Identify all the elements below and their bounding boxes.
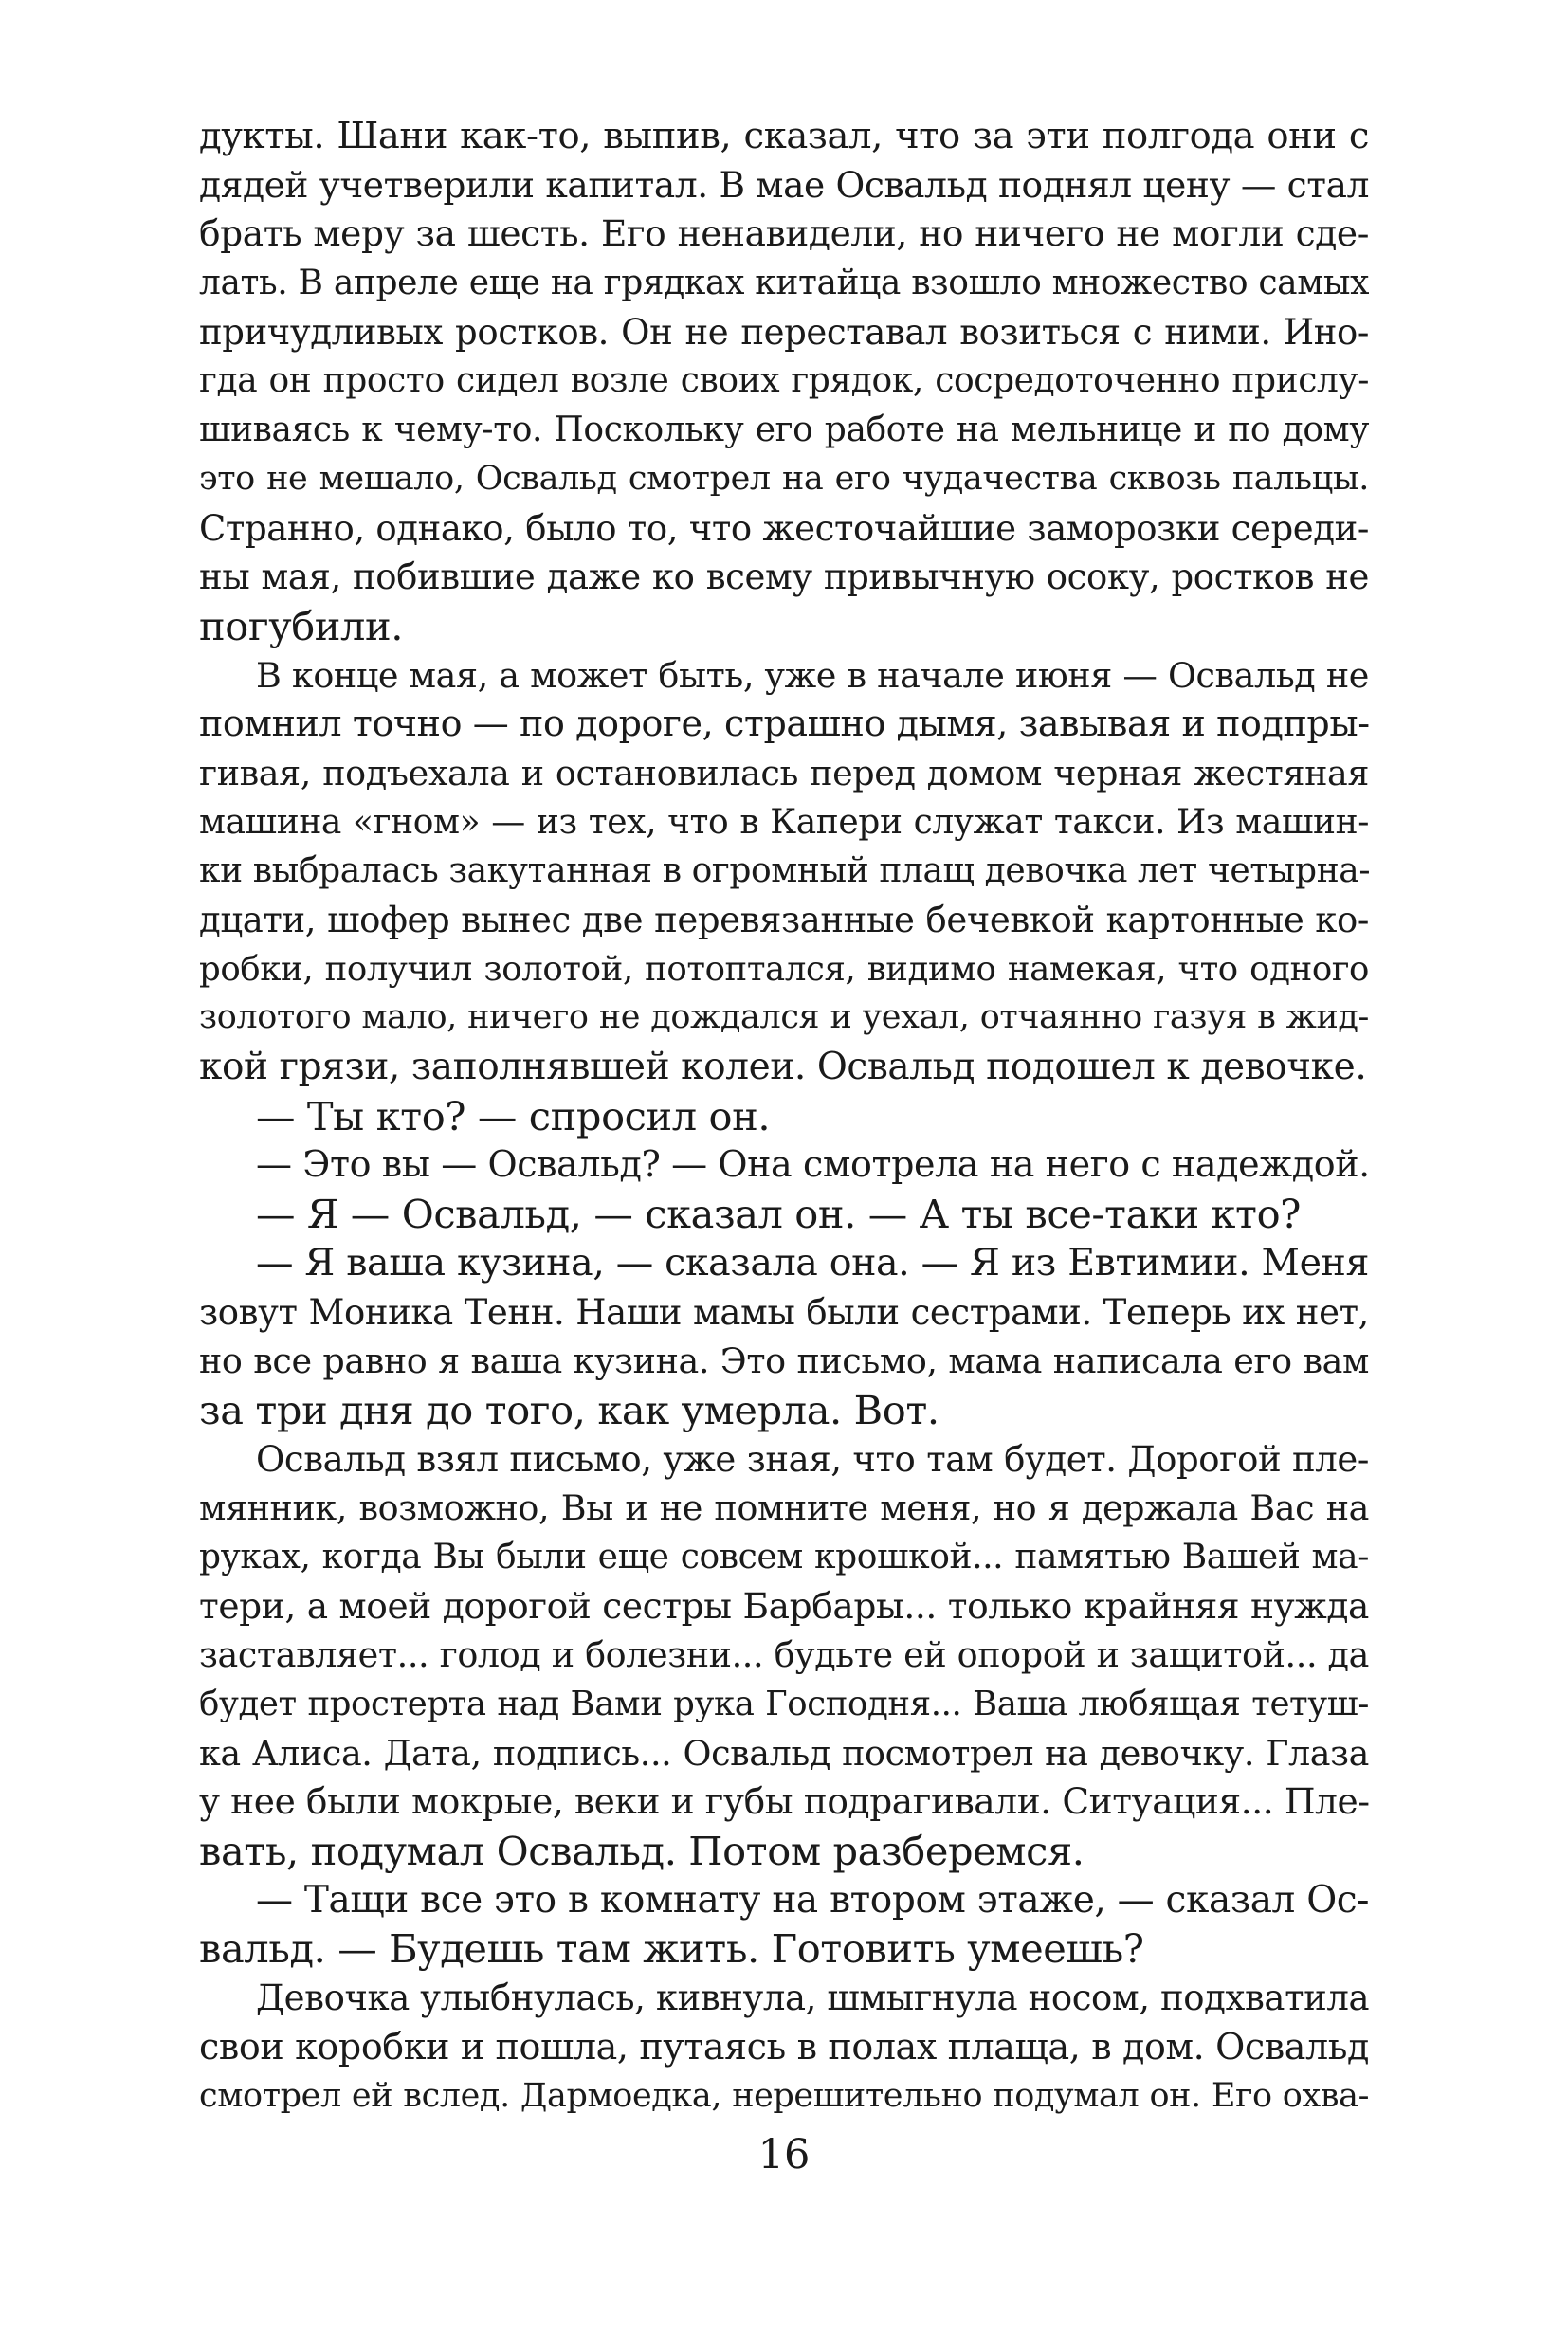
text-line: — Это вы — Освальд? — Она смотрела на него с надеждой.: [256, 1143, 1370, 1186]
text-line: гивая, подъехала и остановилась перед домом черная жестяная: [199, 752, 1369, 793]
text-line: это не мешало, Освальд смотрел на его чудачества сквозь пальцы.: [199, 459, 1369, 498]
text-line: — Я — Освальд, — сказал он. — А ты все-таки кто?: [256, 1191, 1302, 1238]
text-line: но все равно я ваша кузина. Это письмо, мама написала его вам: [199, 1340, 1369, 1382]
page-number: 16: [757, 2131, 811, 2178]
text-line: золотого мало, ничего не дождался и уехал, отчаянно газуя в жид-: [199, 998, 1369, 1037]
text-line: лать. В апреле еще на грядках китайца взошло множество самых: [199, 264, 1369, 303]
text-line: у нее были мокрые, веки и губы подрагивали. Ситуация... Пле-: [199, 1780, 1370, 1823]
text-line: ки выбралась закутанная в огромный плащ девочка лет четырна-: [199, 851, 1371, 891]
text-line: руках, когда Вы были еще совсем крошкой... памятью Вашей ма-: [199, 1537, 1369, 1576]
text-line: будет простерта над Вами рука Господня... Ваша любящая тетуш-: [199, 1685, 1369, 1723]
text-line: машина «гном» — из тех, что в Капери служат такси. Из машин-: [199, 802, 1369, 842]
text-line: за три дня до того, как умерла. Вот.: [199, 1386, 939, 1433]
text-line: причудливых ростков. Он не переставал возиться с ними. Ино-: [199, 311, 1369, 353]
body-text: [199, 112, 1369, 2121]
text-line: помнил точно — по дороге, страшно дымя, завывая и подпры-: [199, 702, 1370, 745]
text-line: Девочка улыбнулась, кивнула, шмыгнула носом, подхватила: [256, 1977, 1370, 2019]
text-line: мянник, возможно, Вы и не помните меня, но я держала Вас на: [199, 1487, 1369, 1529]
text-line: дцати, шофер вынес две перевязанные бечевкой картонные ко-: [199, 900, 1369, 940]
text-line: смотрел ей вслед. Дармоедка, нерешительно подумал он. Его охва-: [199, 2076, 1369, 2115]
text-line: дукты. Шани как-то, выпив, сказал, что за эти полгода они с: [199, 115, 1369, 157]
text-line: — Я ваша кузина, — сказала она. — Я из Евтимии. Меня: [256, 1240, 1369, 1285]
text-line: дядей учетверили капитал. В мае Освальд поднял цену — стал: [199, 163, 1369, 206]
text-line: — Тащи все это в комнату на втором этаже, — сказал Ос-: [256, 1878, 1369, 1922]
text-line: шиваясь к чему-то. Поскольку его работе на мельнице и по дому: [199, 410, 1369, 450]
text-line: кой грязи, заполнявшей колеи. Освальд подошел к девочке.: [199, 1046, 1367, 1089]
text-line: вать, подумал Освальд. Потом разберемся.: [199, 1828, 1085, 1875]
text-line: заставляет... голод и болезни... будьте ей опорой и защитой... да: [199, 1634, 1369, 1676]
text-line: погубили.: [199, 602, 404, 649]
text-line: зовут Моника Тенн. Наши мамы были сестрами. Теперь их нет,: [199, 1291, 1369, 1333]
text-line: тери, а моей дорогой сестры Барбары... только крайняя нужда: [199, 1584, 1369, 1627]
text-line: свои коробки и пошла, путаясь в полах плаща, в дом. Освальд: [199, 2025, 1369, 2068]
text-line: ка Алиса. Дата, подпись... Освальд посмотрел на девочку. Глаза: [199, 1732, 1369, 1774]
text-line: В конце мая, а может быть, уже в начале июня — Освальд не: [256, 654, 1369, 696]
text-line: брать меру за шесть. Его ненавидели, но ничего не могли сде-: [199, 212, 1369, 255]
text-line: ны мая, побившие даже ко всему привычную осоку, ростков не: [199, 556, 1369, 598]
text-line: — Ты кто? — спросил он.: [256, 1092, 771, 1139]
text-line: вальд. — Будешь там жить. Готовить умеешь?: [199, 1925, 1144, 1973]
text-line: робки, получил золотой, потоптался, видимо намекая, что одного: [199, 949, 1369, 989]
text-line: Странно, однако, было то, что жесточайшие заморозки середи-: [199, 507, 1369, 549]
text-line: гда он просто сидел возле своих грядок, сосредоточенно прислу-: [199, 361, 1369, 401]
text-line: Освальд взял письмо, уже зная, что там будет. Дорогой пле-: [256, 1438, 1369, 1480]
